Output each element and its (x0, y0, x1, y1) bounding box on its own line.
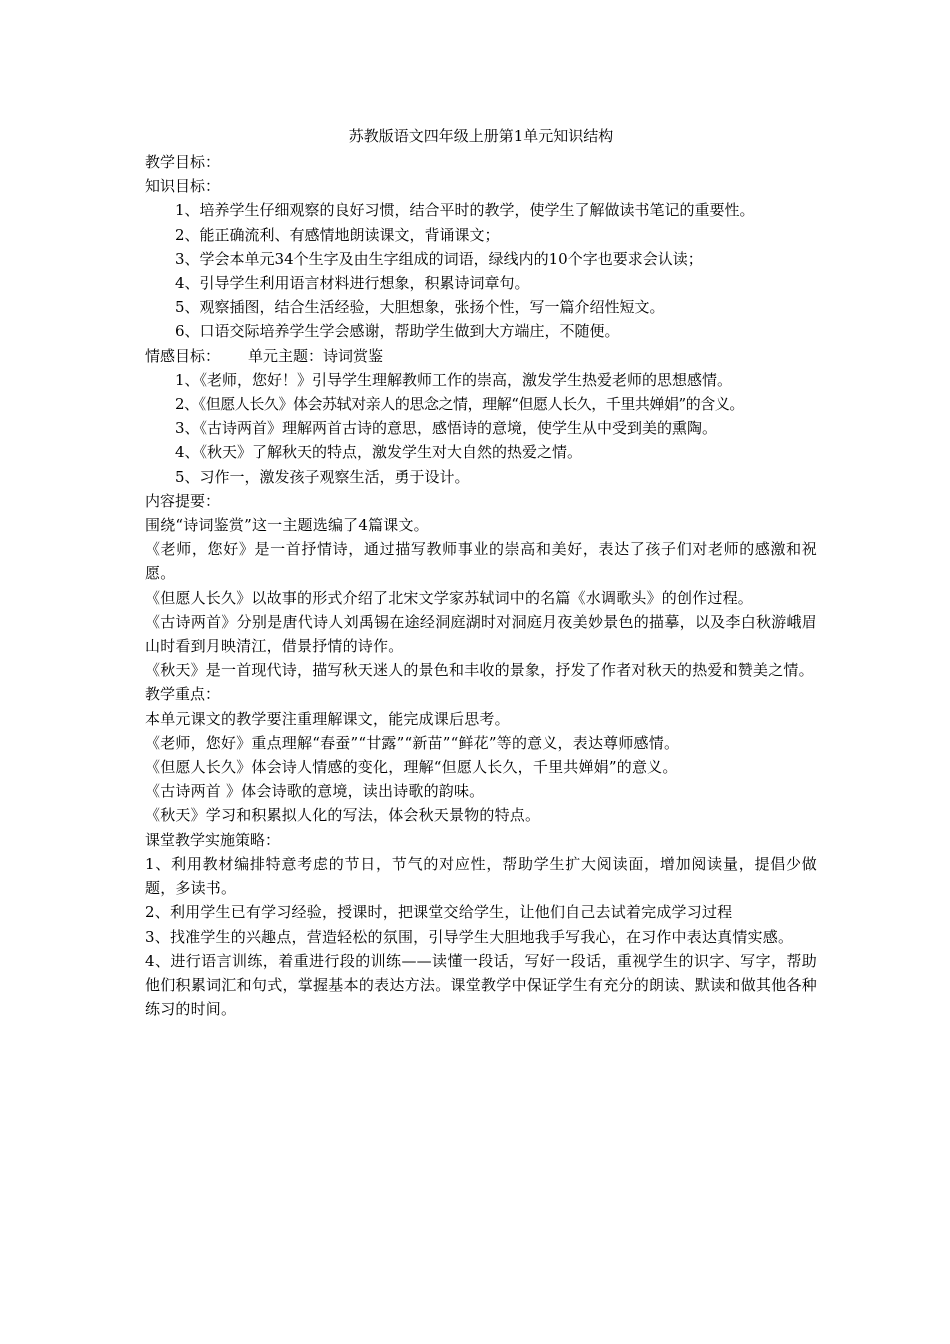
key-point-item: 《秋天》学习和积累拟人化的写法，体会秋天景物的特点。 (145, 806, 541, 825)
knowledge-goals-heading: 知识目标： (145, 177, 221, 196)
content-paragraph: 围绕“诗词鉴赏”这一主题选编了4篇课文。 (145, 516, 429, 535)
emotion-goals-row (145, 344, 817, 368)
document-page (145, 124, 817, 1021)
content-paragraph: 《老师，您好》是一首抒情诗，通过描写教师事业的崇高和美好，表达了孩子们对老师的感激和祝愿。 (145, 540, 817, 583)
knowledge-goal-item: 3、学会本单元34个生字及由生字组成的词语，绿线内的10个字也要求会认读； (175, 249, 703, 268)
emotion-goals-heading: 情感目标： (145, 346, 221, 365)
key-points-heading: 教学重点： (145, 685, 221, 704)
strategy-item: 2、利用学生已有学习经验，授课时，把课堂交给学生，让他们自己去试着完成学习过程 (145, 903, 733, 922)
knowledge-goal-item: 6、口语交际培养学生学会感谢，帮助学生做到大方端庄，不随便。 (175, 322, 620, 341)
content-paragraph: 《秋天》是一首现代诗，描写秋天迷人的景色和丰收的景象，抒发了作者对秋天的热爱和赞美之情。 (145, 661, 814, 680)
key-point-item: 本单元课文的教学要注重理解课文，能完成课后思考。 (145, 709, 510, 728)
strategy-heading: 课堂教学实施策略： (145, 830, 281, 849)
strategy-item: 3、找准学生的兴趣点，营造轻松的氛围，引导学生大胆地我手写我心，在习作中表达真情实感。 (145, 927, 794, 946)
document-title: 苏教版语文四年级上册第1单元知识结构 (348, 127, 614, 145)
knowledge-goal-item: 4、引导学生利用语言材料进行想象，积累诗词章句。 (175, 274, 530, 293)
knowledge-goal-item: 2、能正确流利、有感情地朗读课文，背诵课文； (175, 225, 500, 244)
knowledge-goal-item: 5、观察插图，结合生活经验，大胆想象，张扬个性，写一篇介绍性短文。 (175, 298, 665, 317)
emotion-goal-item: 3、《古诗两首》理解两首古诗的意思，感悟诗的意境，使学生从中受到美的熏陶。 (175, 419, 718, 438)
key-point-item: 《古诗两首 》体会诗歌的意境，读出诗歌的韵味。 (145, 782, 485, 801)
emotion-goal-item: 2、《但愿人长久》体会苏轼对亲人的思念之情，理解“但愿人长久，千里共婵娟”的含义。 (175, 395, 744, 414)
knowledge-goal-item: 1、培养学生仔细观察的良好习惯，结合平时的教学，使学生了解做读书笔记的重要性。 (175, 201, 755, 220)
emotion-goal-item: 1、《老师，您好！》引导学生理解教师工作的崇高，激发学生热爱老师的思想感情。 (175, 370, 733, 389)
content-paragraph: 《古诗两首》分别是唐代诗人刘禹锡在途经洞庭湖时对洞庭月夜美妙景色的描摹，以及李白秋游峨眉山时看到月映清江，借景抒情的诗作。 (145, 612, 817, 656)
strategy-item: 4、进行语言训练，着重进行段的训练——读懂一段话，写好一段话，重视学生的识字、写字，帮助他们积累词汇和句式，掌握基本的表达方法。课堂教学中保证学生有充分的朗读、默读和做其他各种练习的时间。 (145, 951, 817, 1019)
key-point-item: 《但愿人长久》体会诗人情感的变化，理解“但愿人长久，千里共婵娟”的意义。 (145, 758, 678, 777)
emotion-goal-item: 4、《秋天》了解秋天的特点，激发学生对大自然的热爱之情。 (175, 443, 583, 462)
content-paragraph: 《但愿人长久》以故事的形式介绍了北宋文学家苏轼词中的名篇《水调歌头》的创作过程。 (145, 588, 754, 607)
key-point-item: 《老师，您好》重点理解“春蚕”“甘露”“新苗”“鲜花”等的意义，表达尊师感情。 (145, 733, 680, 752)
teaching-goals-heading: 教学目标： (145, 153, 221, 171)
strategy-item: 1、利用教材编排特意考虑的节日，节气的对应性，帮助学生扩大阅读面，增加阅读量，提倡少做题，多读书。 (145, 854, 817, 898)
unit-theme: 单元主题：诗词赏鉴 (248, 346, 384, 365)
content-heading: 内容提要： (145, 491, 221, 510)
emotion-goal-item: 5、习作一，激发孩子观察生活，勇于设计。 (175, 467, 470, 486)
